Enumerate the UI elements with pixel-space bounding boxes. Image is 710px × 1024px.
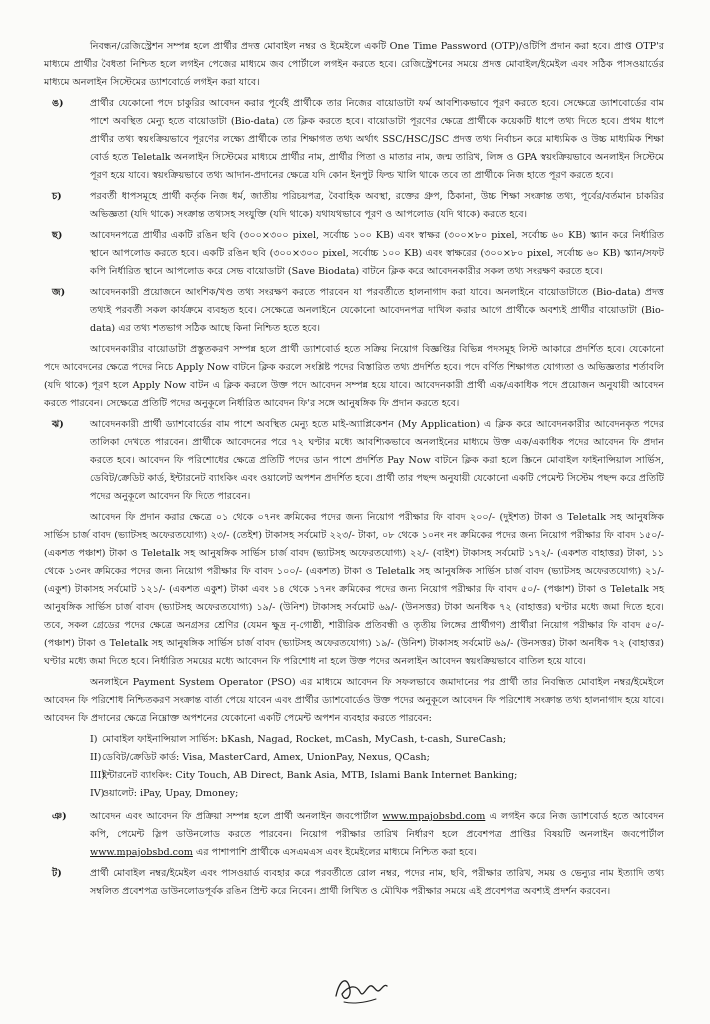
item-marker: চ)	[52, 191, 62, 202]
item-marker: জ)	[52, 287, 66, 298]
item-marker: ছ)	[52, 230, 63, 241]
item-marker: ঝ)	[52, 419, 64, 430]
list-item-number: IV)	[90, 788, 105, 799]
paragraph-biodata	[44, 95, 664, 185]
paragraph-next-steps	[44, 188, 664, 224]
list-item-text: ওয়ালেট: iPay, Upay, Dmoney;	[102, 788, 239, 799]
paragraph-text: প্রার্থীর যেকোনো পদে চাকুরির আবেদন করার পূর্বেই প্রার্থীকে তার নিজের বায়োডাটা ফর্ম আবশ্যিকভাবে পূরণ করতে হবে। সেক্ষেত্রে ড্যাশবোর্ডের বাম পাশে অবস্থিত মেন্যু হতে বায়োডাটা (Bio-data) তে ক্লিক করতে হবে। বায়োডাটা পূরণের ক্ষেত্রে প্রার্থীকে কয়েকটি ধাপে তথ্য দিতে হবে। প্রথম ধাপে প্রার্থীর তথ্য স্বয়ংক্রিয়ভাবে পূরণের লক্ষ্যে প্রার্থীকে তার শিক্ষাগত তথ্য অর্থাৎ SSC/HSC/JSC প্রদত্ত তথ্য নির্বাচন করে মাধ্যমিক ও উচ্চ মাধ্যমিক শিক্ষা বোর্ড হতে Teletalk অনলাইন সিস্টেমের মাধ্যমে প্রার্থীর নাম, প্রার্থীর পিতা ও মাতার নাম, জন্ম তারিখ, লিঙ্গ ও GPA স্বয়ংক্রিয়ভাবে অনলাইন সিস্টেমে পূরণ হয়ে যাবে। স্বয়ংক্রিয়ভাবে তথ্য আদান-প্রদানের ক্ষেত্রে যদি কোন ইনপুট ফিল্ড খালি থাকে তবে তা প্রার্থীকে নিজ হাতে পূরণ করতে হবে।	[90, 98, 664, 181]
paragraph-text: আবেদন ফি প্রদান করার ক্ষেত্রে ০১ থেকে ০৭নং ক্রমিকের পদের জন্য নিয়োগ পরীক্ষার ফি বাবদ ২০০/- (দুইশত) টাকা ও Teletalk সহ আনুষঙ্গিক সার্ভিস চার্জ বাবদ (ভ্যাটসহ অফেরতযোগ্য) ২৩/- (তেইশ) টাকাসহ সর্বমোট ২২৩/- টাকা, ০৮ থেকে ১০নং নং ক্রমিকের পদের জন্য নিয়োগ পরীক্ষার ফি বাবদ ১৫০/- (একশত পঞ্চাশ) টাকা ও Teletalk সহ আনুষঙ্গিক সার্ভিস চার্জ বাবদ (ভ্যাটসহ অফেরতযোগ্য) ২২/- (বাইশ) টাকাসহ সর্বমোট ১৭২/- (একশত বাহাত্তর) টাকা, ১১ থেকে ১৩নং ক্রমিকের পদের জন্য নিয়োগ পরীক্ষার ফি বাবদ ১০০/- (একশত) টাকা ও Teletalk সহ আনুষঙ্গিক সার্ভিস চার্জ বাবদ (ভ্যাটসহ অফেরতযোগ্য) ২১/- (একুশ) টাকাসহ সর্বমোট ১২১/- (একশত একুশ) টাকা এবং ১৪ থেকে ১৭নং ক্রমিকের পদের জন্য নিয়োগ পরীক্ষার ফি বাবদ ৫০/- (পঞ্চাশ) টাকা ও Teletalk সহ আনুষঙ্গিক সার্ভিস চার্জ বাবদ (ভ্যাটসহ অফেরতযোগ্য) ১৯/- (উনিশ) টাকাসহ সর্বমোট ৬৯/- (উনসত্তর) টাকা অনধিক ৭২ (বাহাত্তর) ঘণ্টার মধ্যে জমা দিতে হবে। তবে, সকল গ্রেডের পদের ক্ষেত্রে অনগ্রসর শ্রেণির (যেমন ক্ষুদ্র নৃ-গোষ্ঠী, শারীরিক প্রতিবন্ধী ও তৃতীয় লিঙ্গের প্রার্থীগণ) প্রার্থীরা নিয়োগ পরীক্ষার ফি বাবদ ৫০/- (পঞ্চাশ) টাকা ও Teletalk সহ আনুষঙ্গিক সার্ভিস চার্জ বাবদ (ভ্যাটসহ অফেরতযোগ্য) ১৯/- (উনিশ) টাকাসহ সর্বমোট ৬৯/- (উনসত্তর) টাকা অনধিক ৭২ (বাহাত্তর) ঘণ্টার মধ্যে জমা দিতে হবে। নির্ধারিত সময়ের মধ্যে আবেদন ফি পরিশোধ না হলে উক্ত পদের অনলাইন আবেদন স্বয়ংক্রিয়ভাবে বাতিল হয়ে যাবে।	[44, 512, 664, 667]
paragraph-text: এর পাশাপাশি প্রার্থীকে এসএমএস এবং ইমেইলের মাধ্যমে নিশ্চিত করা হবে।	[192, 847, 477, 858]
paragraph-text: প্রার্থী মোবাইল নম্বর/ইমেইল এবং পাসওয়ার্ড ব্যবহার করে পরবর্তীতে রোল নম্বর, পদের নাম, ছবি, পরীক্ষার তারিখ, সময় ও ভেন্যুর নাম ইত্যাদি তথ্য সম্বলিত প্রবেশপত্র ডাউনলোডপূর্বক রঙিন প্রিন্ট করে নিবেন। প্রার্থী লিখিত ও মৌখিক পরীক্ষার সময়ে এই প্রবেশপত্র অবশ্যই প্রদর্শন করবেন।	[90, 868, 664, 897]
item-marker: ঞ)	[52, 811, 67, 822]
paragraph-text: পরবর্তী ধাপসমূহে প্রার্থী কর্তৃক নিজ ধর্ম, জাতীয় পরিচয়পত্র, বৈবাহিক অবস্থা, রক্তের গ্রুপ, ঠিকানা, উচ্চ শিক্ষা সংক্রান্ত তথ্য, পূর্বের/বর্তমান চাকরির অভিজ্ঞতা (যদি থাকে) সংক্রান্ত তথ্যসহ সংযুক্তি (যদি থাকে) যথাযথভাবে পূরণ ও আপলোড (যদি থাকে) করতে হবে।	[90, 191, 664, 220]
paragraph-text: আবেদনপত্রে প্রার্থীর একটি রঙিন ছবি (৩০০×৩০০ pixel, সর্বোচ্চ ১০০ KB) এবং স্বাক্ষর (৩০০×৮০ pixel, সর্বোচ্চ ৬০ KB) স্ক্যান করে নির্ধারিত স্থানে আপলোড করতে হবে। একটি রঙিন ছবি (৩০০×৩০০ pixel, সর্বোচ্চ ১০০ KB) এবং স্বাক্ষরের (৩০০×৮০ pixel, সর্বোচ্চ ৬০ KB) স্ক্যান/সফট কপি নির্ধারিত স্থানে আপলোড করে সেভ বায়োডাটা (Save Biodata) বাটনে ক্লিক করে আবেদনকারীর সকল তথ্য সংরক্ষণ করতে হবে।	[90, 230, 664, 277]
list-item-number: III)	[90, 770, 106, 781]
paragraph-text: আবেদন এবং আবেদন ফি প্রক্রিয়া সম্পন্ন হলে প্রার্থী অনলাইন জবপোর্টাল	[90, 811, 383, 822]
list-item-text: ইন্টারনেট ব্যাংকিং: City Touch, AB Direct, Bank Asia, MTB, Islami Bank Internet Banking;	[102, 770, 518, 781]
paragraph-text: আবেদনকারী প্রার্থী ড্যাশবোর্ডের বাম পাশে অবস্থিত মেন্যু হতে মাই-অ্যাপ্লিকেশন (My Application) এ ক্লিক করে আবেদনকারীর আবেদনকৃত পদের তালিকা দেখতে পারবেন। প্রার্থীকে আবেদনের পরে ৭২ ঘণ্টার মধ্যে আবশ্যিকভাবে অনলাইনের মাধ্যমে উক্ত এক/একাধিক পদের আবেদন ফি প্রদান করতে হবে। আবেদন ফি পরিশোধের ক্ষেত্রে প্রতিটি পদের ডান পাশে প্রদর্শিত Pay Now বাটনে ক্লিক করা হলে স্ক্রিনে মোবাইল ফাইনান্সিয়াল সার্ভিস, ডেবিট/ক্রেডিট কার্ড, ইন্টারনেট ব্যাংকিং এবং ওয়ালেট অপশন প্রদর্শিত হবে। প্রার্থী তার পছন্দ অনুযায়ী যেকোনো একটি পেমেন্ট সিস্টেম পছন্দ করে প্রতিটি পদের অনুকূলে আবেদন ফি দিতে পারবেন।	[90, 419, 664, 502]
list-item	[44, 767, 664, 785]
paragraph-pso	[44, 674, 664, 728]
jobportal-link[interactable]: www.mpajobsbd.com	[382, 811, 486, 822]
list-item	[44, 731, 664, 749]
paragraph-partial-save	[44, 284, 664, 338]
paragraph-fees	[44, 509, 664, 671]
list-item-text: ডেবিট/ক্রেডিট কার্ড: Visa, MasterCard, Amex, UnionPay, Nexus, QCash;	[102, 752, 430, 763]
paragraph-text: আবেদনকারীর বায়োডাটা প্রস্তুতকরণ সম্পন্ন হলে প্রার্থী ড্যাশবোর্ড হতে সক্রিয় নিয়োগ বিজ্ঞপ্তির বিভিন্ন পদসমূহ লিস্ট আকারে প্রদর্শিত হবে। যেকোনো পদে আবেদনের ক্ষেত্রে পদের নিচে Apply Now বাটনে ক্লিক করলে সংশ্লিষ্ট পদের বিস্তারিত তথ্য প্রদর্শিত হবে। পদে বর্ণিত শিক্ষাগত যোগ্যতা ও অভিজ্ঞতার শর্তাবলি (যদি থাকে) পূরণ হলে Apply Now বাটন এ ক্লিক করলে উক্ত পদে আবেদন সম্পন্ন হয়ে যাবে। আবেদনকারী প্রার্থী এক/একাধিক পদে প্রয়োজন অনুযায়ী আবেদন করতে পারবেন। সেক্ষেত্রে প্রতিটি পদের অনুকূলে নির্ধারিত আবেদন ফি'র সঙ্গে আনুষঙ্গিক ফি প্রদান করতে হবে।	[44, 344, 664, 409]
paragraph-download	[44, 808, 664, 862]
paragraph-text: এ লগইন করে নিজ ড্যাশবোর্ড হতে আবেদন কপি, পেমেন্ট স্লিপ ডাউনলোড করতে পারবেন। নিয়োগ পরীক্ষার তারিখ নির্ধারণ হলে প্রবেশপত্র প্রাপ্তির বিষয়টি অনলাইন জবপোর্টাল	[90, 811, 664, 840]
jobportal-link[interactable]: www.mpajobsbd.com	[90, 847, 193, 858]
item-marker: ঙ)	[52, 98, 64, 109]
signature-image	[330, 968, 390, 1008]
list-item	[44, 785, 664, 803]
list-item-text: মোবাইল ফাইনান্সিয়াল সার্ভিস: bKash, Nagad, Rocket, mCash, MyCash, t-cash, SureCash;	[102, 734, 507, 745]
paragraph-photo-signature	[44, 227, 664, 281]
item-marker: ট)	[52, 868, 62, 879]
payment-options-list	[44, 731, 664, 803]
paragraph-text: অনলাইনে Payment System Operator (PSO) এর মাধ্যমে আবেদন ফি সফলভাবে জমাদানের পর প্রার্থী তার নিবন্ধিত মোবাইল নম্বর/ইমেইলে আবেদন ফি পরিশোধ নিশ্চিতকরণ সংক্রান্ত বার্তা পেয়ে যাবেন এবং প্রার্থীর ড্যাশবোর্ডেও উক্ত পদের অনুকূলে আবেদন ফি পরিশোধ সংক্রান্ত তথ্য হালনাগাদ হয়ে যাবে। আবেদন ফি প্রদানের ক্ষেত্রে নিম্নোক্ত অপশনের যেকোনো একটি পেমেন্ট অপশন ব্যবহার করতে পারবেন:	[44, 677, 664, 724]
paragraph-text: আবেদনকারী প্রয়োজনে আংশিক/খণ্ড তথ্য সংরক্ষণ করতে পারবেন যা পরবর্তীতে হালনাগাদ করা যাবে। অনলাইনে বায়োডাটাতে (Bio-data) প্রদত্ত তথ্যই পরবর্তী সকল কার্যক্রমে ব্যবহৃত হবে। সেক্ষেত্রে অনলাইনে যেকোনো আবেদনপত্র দাখিল করার আগে প্রার্থীকে অবশ্যই প্রার্থীর বায়োডাটা (Bio-data) এর তথ্য শতভাগ সঠিক আছে কিনা নিশ্চিত হতে হবে।	[90, 287, 664, 334]
list-item-number: I)	[90, 734, 98, 745]
list-item-number: II)	[90, 752, 102, 763]
paragraph-text: নিবন্ধন/রেজিস্ট্রেশন সম্পন্ন হলে প্রার্থীর প্রদত্ত মোবাইল নম্বর ও ইমেইলে একটি One Time Password (OTP)/ওটিপি প্রদান করা হবে। প্রাপ্ত OTP'র মাধ্যমে প্রার্থীর বৈধতা নিশ্চিত হলে লগইন পেজের মাধ্যমে জব পোর্টালে লগইন করতে হবে। রেজিস্ট্রেশনের সময়ে প্রদত্ত মোবাইল/ইমেইল এবং সঠিক পাসওয়ার্ডের মাধ্যমে অনলাইন সিস্টেমের ড্যাশবোর্ডে লগইন করা যাবে।	[44, 41, 664, 88]
paragraph-admit-card	[44, 865, 664, 901]
paragraph-apply-now	[44, 341, 664, 413]
paragraph-my-application	[44, 416, 664, 506]
list-item	[44, 749, 664, 767]
paragraph-otp	[44, 38, 664, 92]
